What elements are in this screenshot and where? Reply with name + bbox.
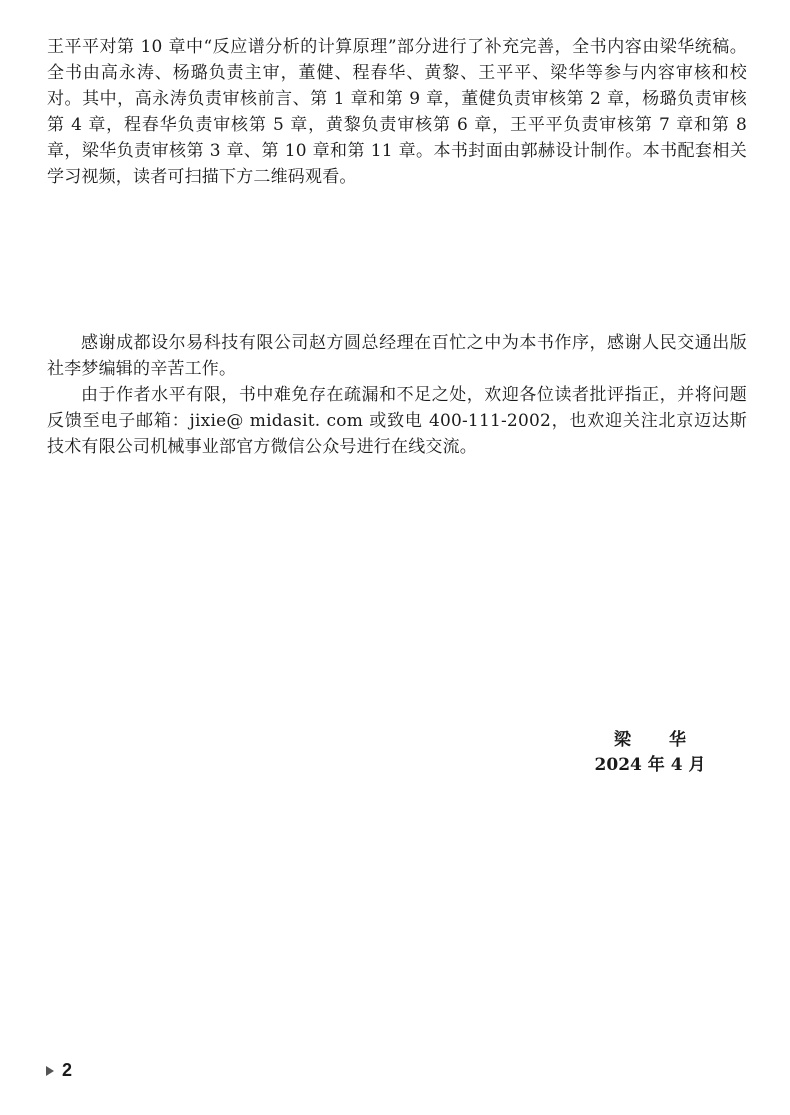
paragraph-credits: 王平平对第 10 章中“反应谱分析的计算原理”部分进行了补充完善，全书内容由梁华统稿。全书由高永涛、杨璐负责主审，董健、程春华、黄黎、王平平、梁华等参与内容审核和校对。其中，高永涛负责审核前言、第 1 章和第 9 章，董健负责审核第 2 章，杨璐负责审核第 4 章，程春华负责审核第 5 章，黄黎负责审核第 6 章，王平平负责审核第 7 章和第 8 章，梁华负责审核第 3 章、第 10 章和第 11 章。本书封面由郭赫设计制作。本书配套相关学习视频，读者可扫描下方二维码观看。 (47, 37, 747, 187)
qr-code-space (47, 190, 747, 330)
page-body (47, 34, 747, 460)
paragraph-feedback: 由于作者水平有限，书中难免存在疏漏和不足之处，欢迎各位读者批评指正，并将问题反馈至电子邮箱：jixie@ midasit. com 或致电 400-111-2002，也欢迎关注北京迈达斯技术有限公司机械事业部官方微信公众号进行在线交流。 (47, 385, 747, 457)
author-name: 梁 华 (614, 730, 702, 750)
triangle-right-icon (46, 1066, 54, 1076)
page-number: 2 (62, 1060, 73, 1080)
page-footer (46, 1060, 72, 1081)
signature-block (560, 728, 740, 778)
signature-date: 2024 年 4 月 (594, 755, 706, 775)
paragraph-acknowledgements: 感谢成都设尔易科技有限公司赵方圆总经理在百忙之中为本书作序，感谢人民交通出版社李梦编辑的辛苦工作。 (47, 333, 747, 379)
